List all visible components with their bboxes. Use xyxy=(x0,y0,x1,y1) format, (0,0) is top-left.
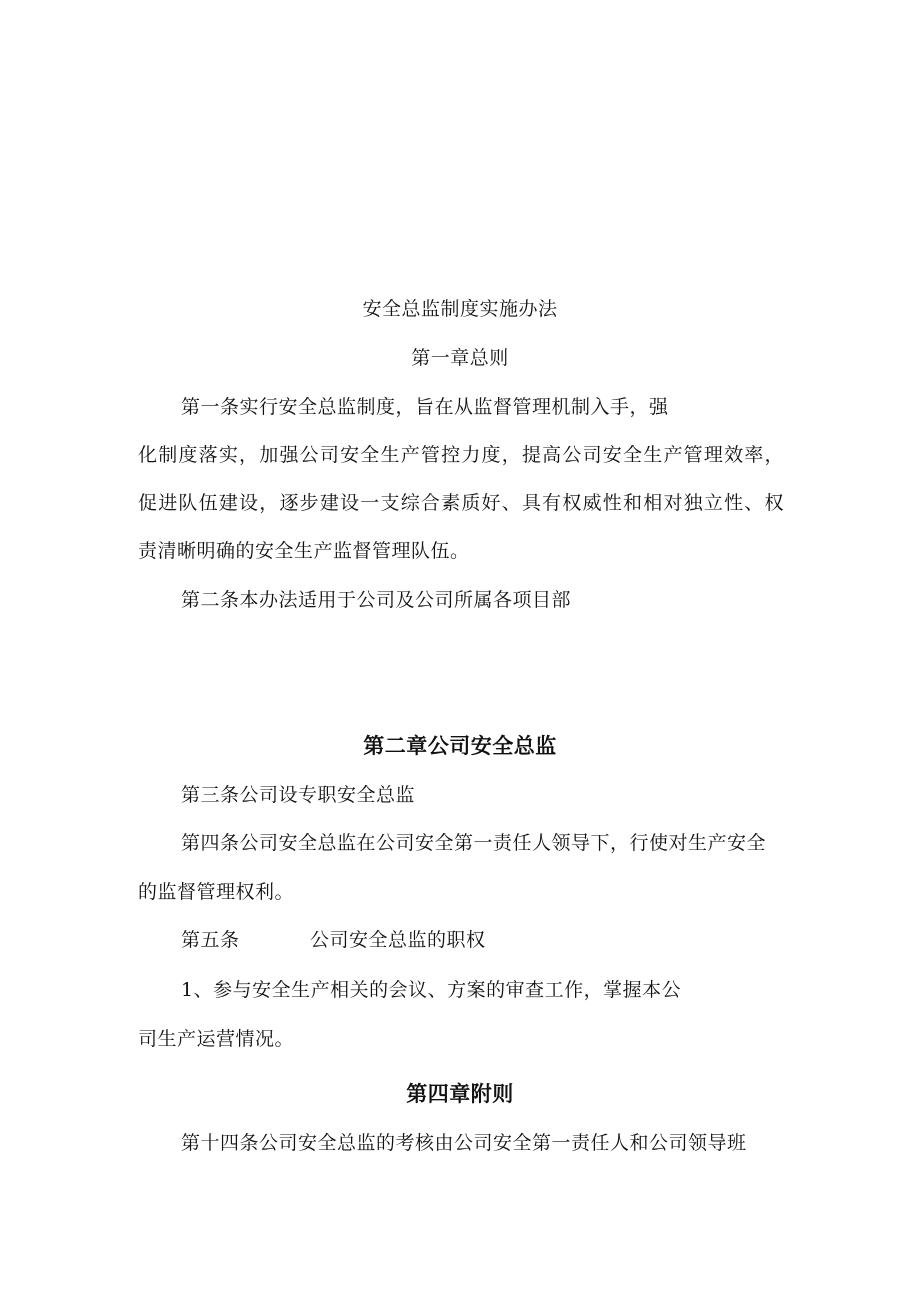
article-5-label: 第五条 xyxy=(181,929,240,951)
chapter-1-heading: 第一章总则 xyxy=(411,347,509,369)
chapter-2-heading: 第二章公司安全总监 xyxy=(363,734,557,758)
document-title: 安全总监制度实施办法 xyxy=(362,298,558,320)
article-1-line-3: 促进队伍建设，逐步建设一支综合素质好、具有权威性和相对独立性、权 xyxy=(138,492,784,514)
chapter-4-heading: 第四章附则 xyxy=(406,1082,514,1106)
article-3: 第三条公司设专职安全总监 xyxy=(181,784,416,806)
article-1-line-4: 责清晰明确的安全生产监督管理队伍。 xyxy=(138,540,470,562)
article-5-text: 公司安全总监的职权 xyxy=(310,929,486,951)
article-2: 第二条本办法适用于公司及公司所属各项目部 xyxy=(181,589,572,611)
item-1-line-1: 1、参与安全生产相关的会议、方案的审查工作，掌握本公 xyxy=(181,979,682,1001)
article-4-line-1: 第四条公司安全总监在公司安全第一责任人领导下，行使对生产安全 xyxy=(181,832,767,854)
item-1-line-2: 司生产运营情况。 xyxy=(138,1028,295,1050)
article-14: 第十四条公司安全总监的考核由公司安全第一责任人和公司领导班 xyxy=(181,1132,747,1154)
article-1-line-1: 第一条实行安全总监制度，旨在从监督管理机制入手，强 xyxy=(181,396,669,418)
article-1-line-2: 化制度落实，加强公司安全生产管控力度，提高公司安全生产管理效率， xyxy=(138,444,784,466)
article-4-line-2: 的监督管理权利。 xyxy=(138,881,295,903)
